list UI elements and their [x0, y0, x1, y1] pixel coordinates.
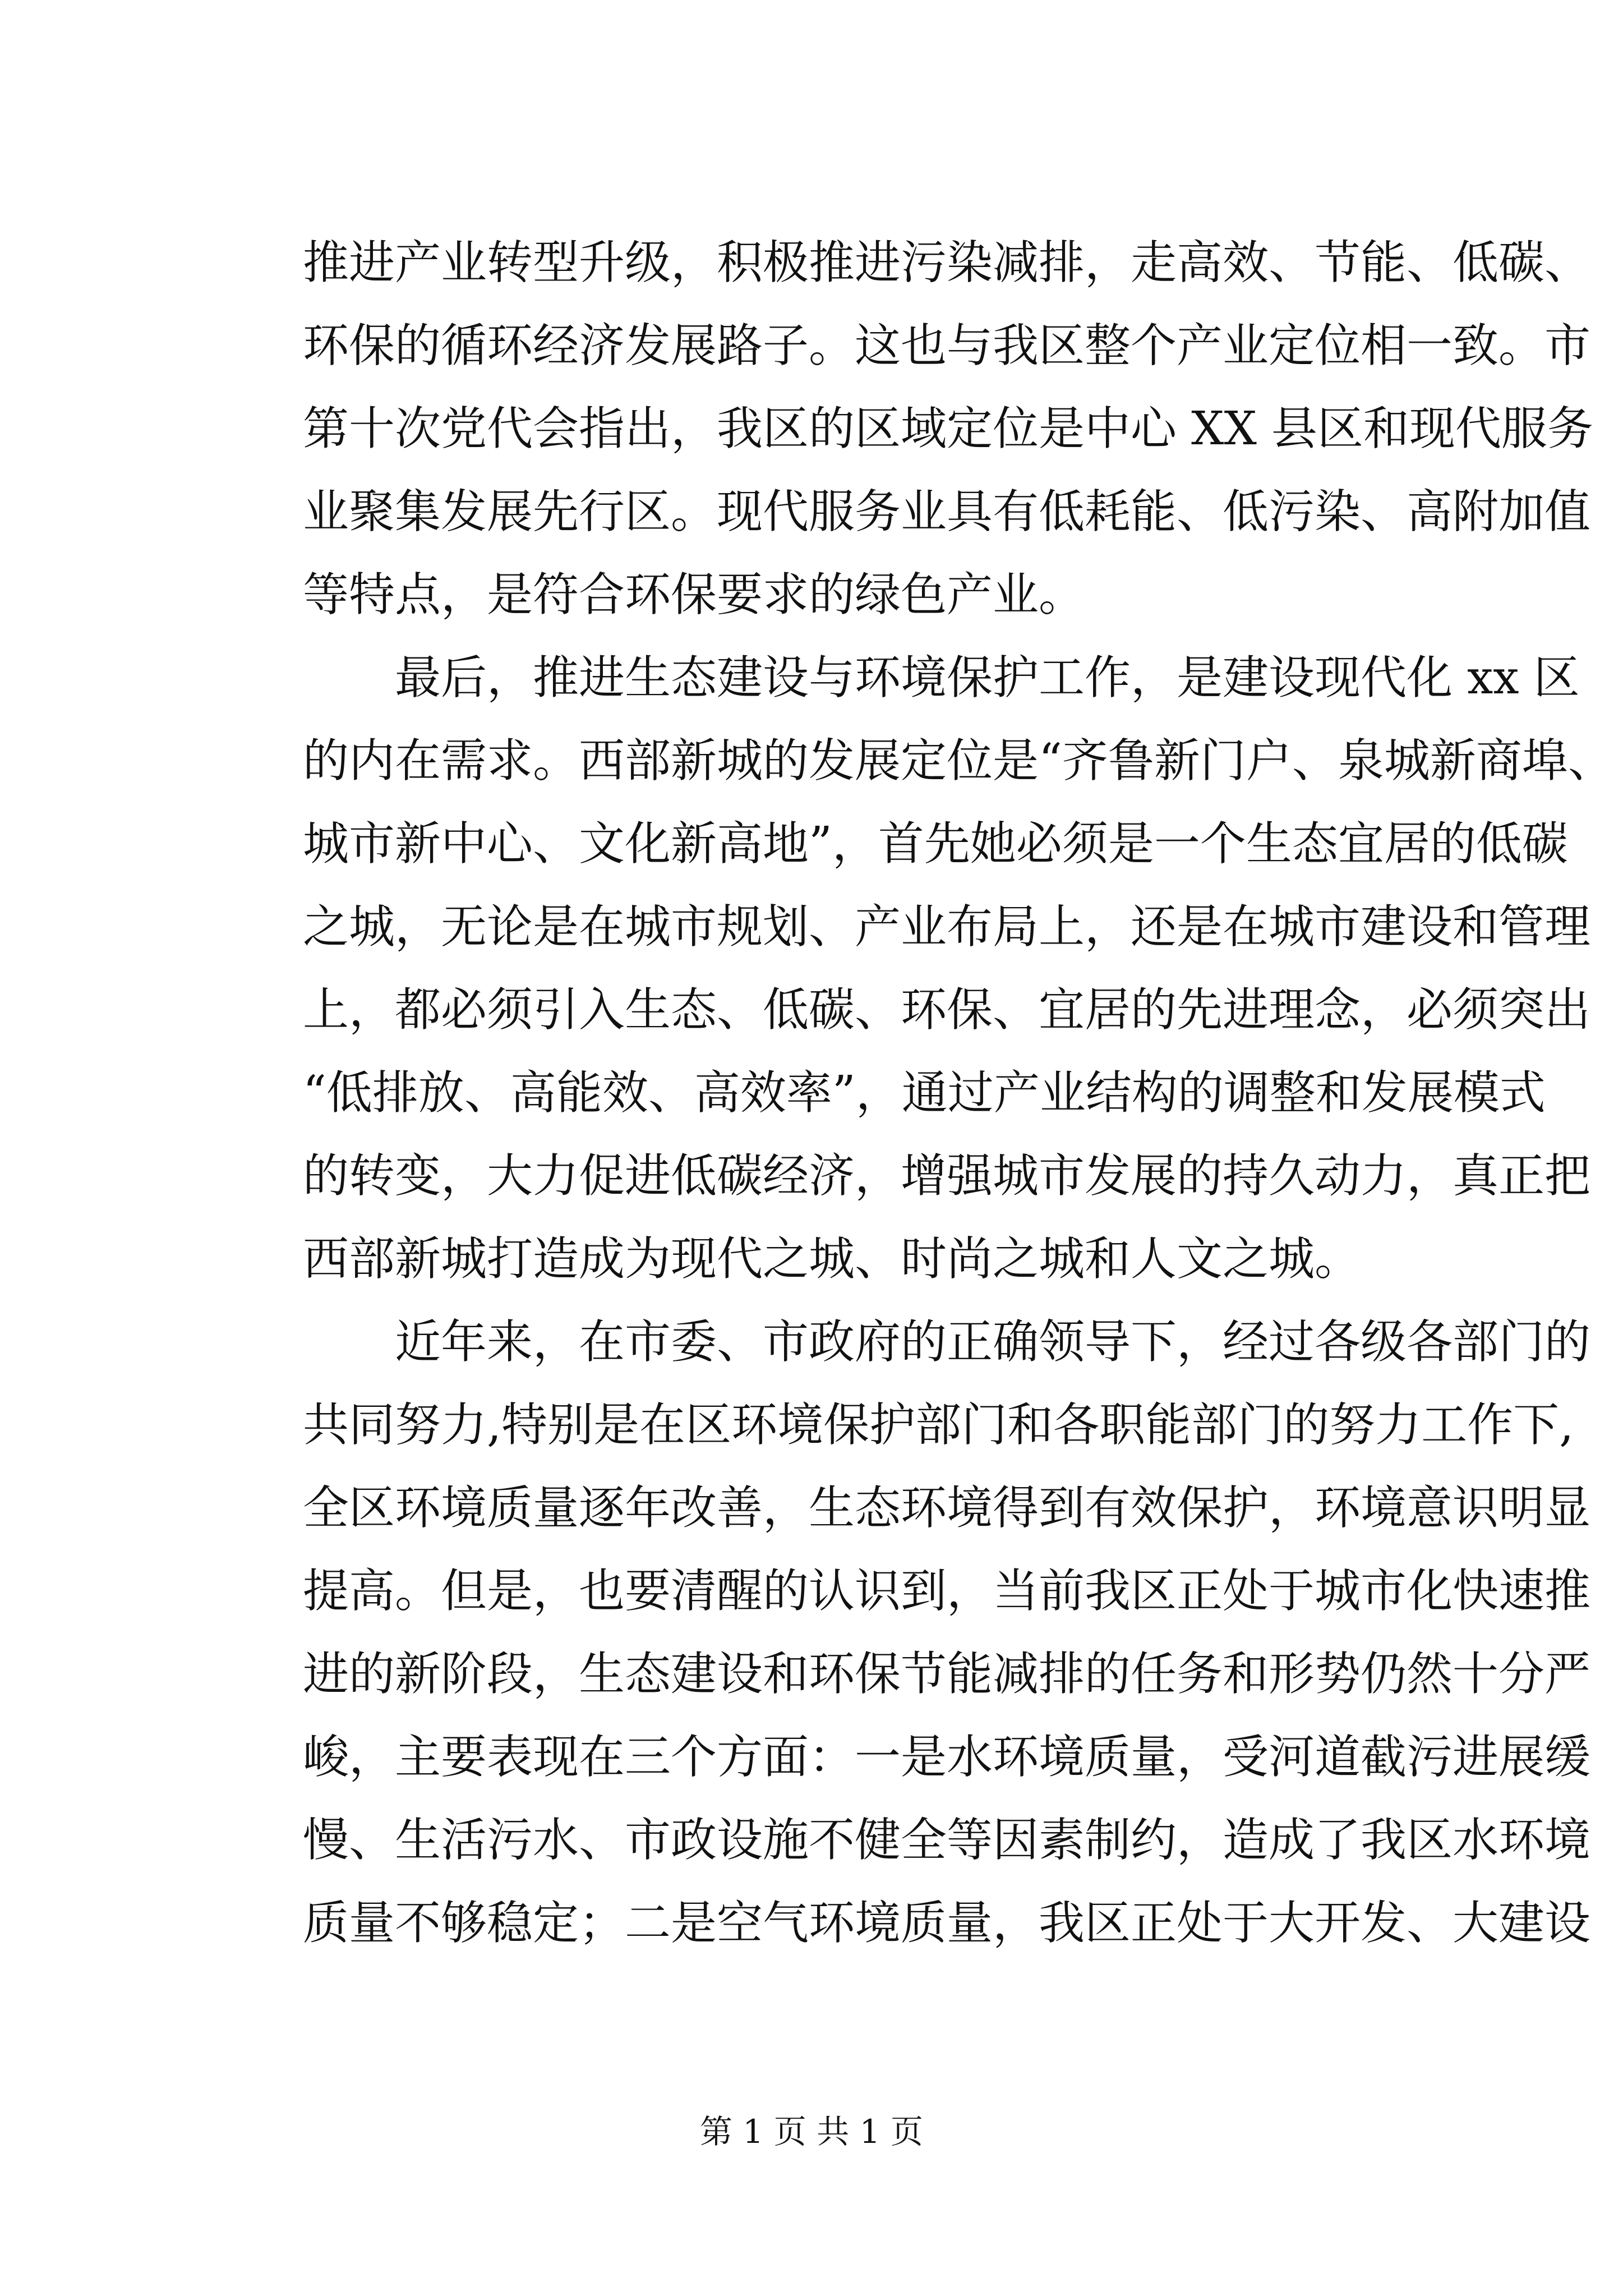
paragraph-line: 近年来，在市委、市政府的正确领导下，经过各级各部门的 [395, 1315, 1591, 1369]
paragraph-line: 城市新中心、文化新高地”，首先她必须是一个生态宜居的低碳 [303, 817, 1568, 871]
paragraph-line: 上，都必须引入生态、低碳、环保、宜居的先进理念，必须突出 [303, 983, 1591, 1037]
paragraph-line: 提高。但是，也要清醒的认识到，当前我区正处于城市化快速推 [303, 1565, 1591, 1618]
paragraph-line: 等特点，是符合环保要求的绿色产业。 [303, 568, 1085, 622]
paragraph-line: 的转变，大力促进低碳经济，增强城市发展的持久动力，真正把 [303, 1149, 1591, 1203]
paragraph-line: 西部新城打造成为现代之城、时尚之城和人文之城。 [303, 1232, 1361, 1286]
paragraph-line: 峻，主要表现在三个方面：一是水环境质量，受河道截污进展缓 [303, 1731, 1591, 1784]
paragraph-line: 全区环境质量逐年改善，生态环境得到有效保护，环境意识明显 [303, 1481, 1591, 1535]
paragraph-line: 推进产业转型升级，积极推进污染减排，走高效、节能、低碳、 [303, 236, 1591, 289]
paragraph-line: 第十次党代会指出，我区的区域定位是中心 XX 县区和现代服务 [303, 402, 1593, 455]
paragraph-line: 质量不够稳定；二是空气环境质量，我区正处于大开发、大建设 [303, 1897, 1591, 1950]
paragraph-1 [303, 222, 1593, 637]
paragraph-line: 的内在需求。西部新城的发展定位是“齐鲁新门户、泉城新商埠、 [303, 734, 1614, 788]
paragraph-line: 进的新阶段，生态建设和环保节能减排的任务和形势仍然十分严 [303, 1648, 1591, 1701]
paragraph-line: 共同努力,特别是在区环境保护部门和各职能部门的努力工作下, [303, 1398, 1574, 1452]
paragraph-line: 最后，推进生态建设与环境保护工作，是建设现代化 xx 区 [395, 651, 1580, 705]
paragraph-line: 之城，无论是在城市规划、产业布局上，还是在城市建设和管理 [303, 900, 1591, 954]
paragraph-line: 业聚集发展先行区。现代服务业具有低耗能、低污染、高附加值 [303, 485, 1591, 539]
page-number-label: 第 1 页 共 1 页 [700, 2113, 923, 2151]
page-footer [0, 2109, 1623, 2154]
paragraph-2 [303, 637, 1614, 1301]
document-body [303, 222, 1614, 1965]
paragraph-line: 慢、生活污水、市政设施不健全等因素制约，造成了我区水环境 [303, 1814, 1591, 1867]
paragraph-line: 环保的循环经济发展路子。这也与我区整个产业定位相一致。市 [303, 319, 1591, 372]
paragraph-3 [303, 1301, 1591, 1965]
paragraph-line: “低排放、高能效、高效率”，通过产业结构的调整和发展模式 [303, 1066, 1546, 1120]
